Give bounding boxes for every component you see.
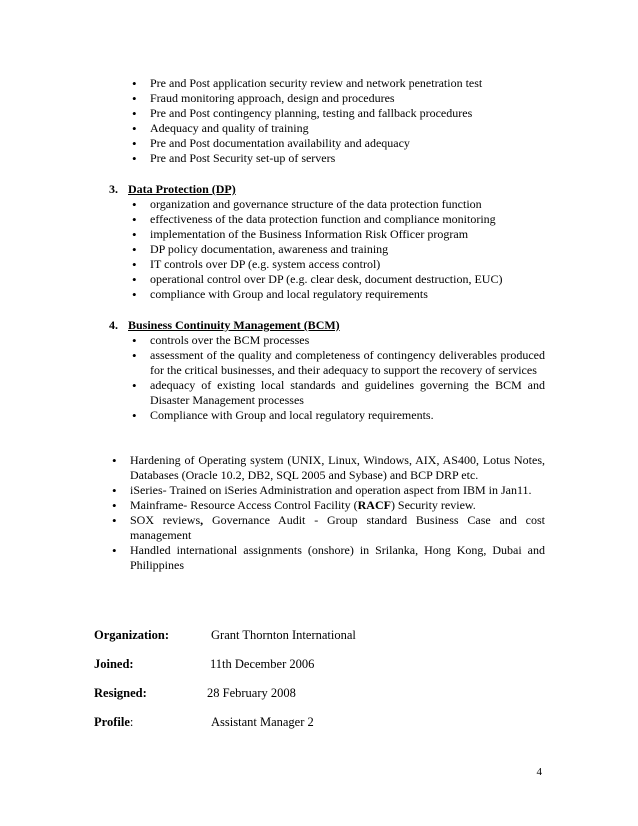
list-item: • adequacy of existing local standards and guidelines governing the BCM and Disaster Management processes — [150, 378, 545, 408]
profile-row — [94, 715, 314, 730]
list-item: • IT controls over DP (e.g. system access control) — [150, 257, 550, 272]
list-item: • Handled international assignments (onshore) in Srilanka, Hong Kong, Dubai and Philippines — [130, 543, 545, 573]
list-item: • Adequacy and quality of training — [150, 121, 550, 136]
list-item: • controls over the BCM processes — [150, 333, 545, 348]
section-4-heading — [109, 318, 340, 333]
list-item: • operational control over DP (e.g. clear desk, document destruction, EUC) — [150, 272, 550, 287]
list-item: • Pre and Post Security set-up of servers — [150, 151, 550, 166]
top-bullet-list — [150, 76, 550, 166]
organization-value: Grant Thornton International — [211, 628, 356, 642]
item-text: Mainframe- Resource Access Control Facility ( — [130, 498, 358, 512]
section-3-heading — [109, 182, 236, 197]
outer-bullet-list — [130, 453, 545, 573]
list-item: • Pre and Post contingency planning, testing and fallback procedures — [150, 106, 550, 121]
item-bold-text: , — [200, 513, 204, 527]
section-title: Business Continuity Management (BCM) — [128, 318, 340, 332]
list-item: • organization and governance structure of the data protection function — [150, 197, 550, 212]
organization-label: Organization: — [94, 628, 169, 642]
list-item: • assessment of the quality and completeness of contingency deliverables produced for the critical businesses, and their adequacy to support the recovery of services — [150, 348, 545, 378]
organization-row — [94, 628, 356, 643]
profile-label: Profile — [94, 715, 130, 729]
resigned-value: 28 February 2008 — [207, 686, 296, 700]
section-4-list — [150, 333, 545, 423]
item-bold-text: RACF — [357, 498, 391, 512]
item-text: ) Security review. — [390, 498, 476, 512]
list-item: • Hardening of Operating system (UNIX, Linux, Windows, AIX, AS400, Lotus Notes, Databases (Oracle 10.2, DB2, SQL 2005 and Sybase) and BCP DRP etc. — [130, 453, 545, 483]
page-number: 4 — [536, 766, 542, 778]
profile-value: Assistant Manager 2 — [211, 715, 314, 729]
list-item: • iSeries- Trained on iSeries Administration and operation aspect from IBM in Jan11. — [130, 483, 545, 498]
section-number: 3. — [109, 182, 118, 196]
list-item: • effectiveness of the data protection function and compliance monitoring — [150, 212, 550, 227]
list-item: • implementation of the Business Information Risk Officer program — [150, 227, 550, 242]
list-item: • Pre and Post documentation availability and adequacy — [150, 136, 550, 151]
section-3-list — [150, 197, 550, 302]
list-item: • Compliance with Group and local regulatory requirements. — [150, 408, 545, 423]
item-text: Governance Audit - Group standard Business Case and cost management — [130, 513, 546, 542]
joined-label: Joined: — [94, 657, 134, 671]
section-number: 4. — [109, 318, 118, 332]
section-title: Data Protection (DP) — [128, 182, 236, 196]
list-item — [130, 498, 545, 513]
item-text: SOX reviews — [130, 513, 201, 527]
list-item: • Pre and Post application security review and network penetration test — [150, 76, 550, 91]
resigned-label: Resigned: — [94, 686, 147, 700]
list-item: • DP policy documentation, awareness and training — [150, 242, 550, 257]
joined-row — [94, 657, 315, 672]
resigned-row — [94, 686, 296, 701]
list-item — [130, 513, 545, 543]
list-item: • Fraud monitoring approach, design and procedures — [150, 91, 550, 106]
joined-value: 11th December 2006 — [210, 657, 315, 671]
list-item: • compliance with Group and local regulatory requirements — [150, 287, 550, 302]
profile-colon: : — [129, 715, 134, 729]
